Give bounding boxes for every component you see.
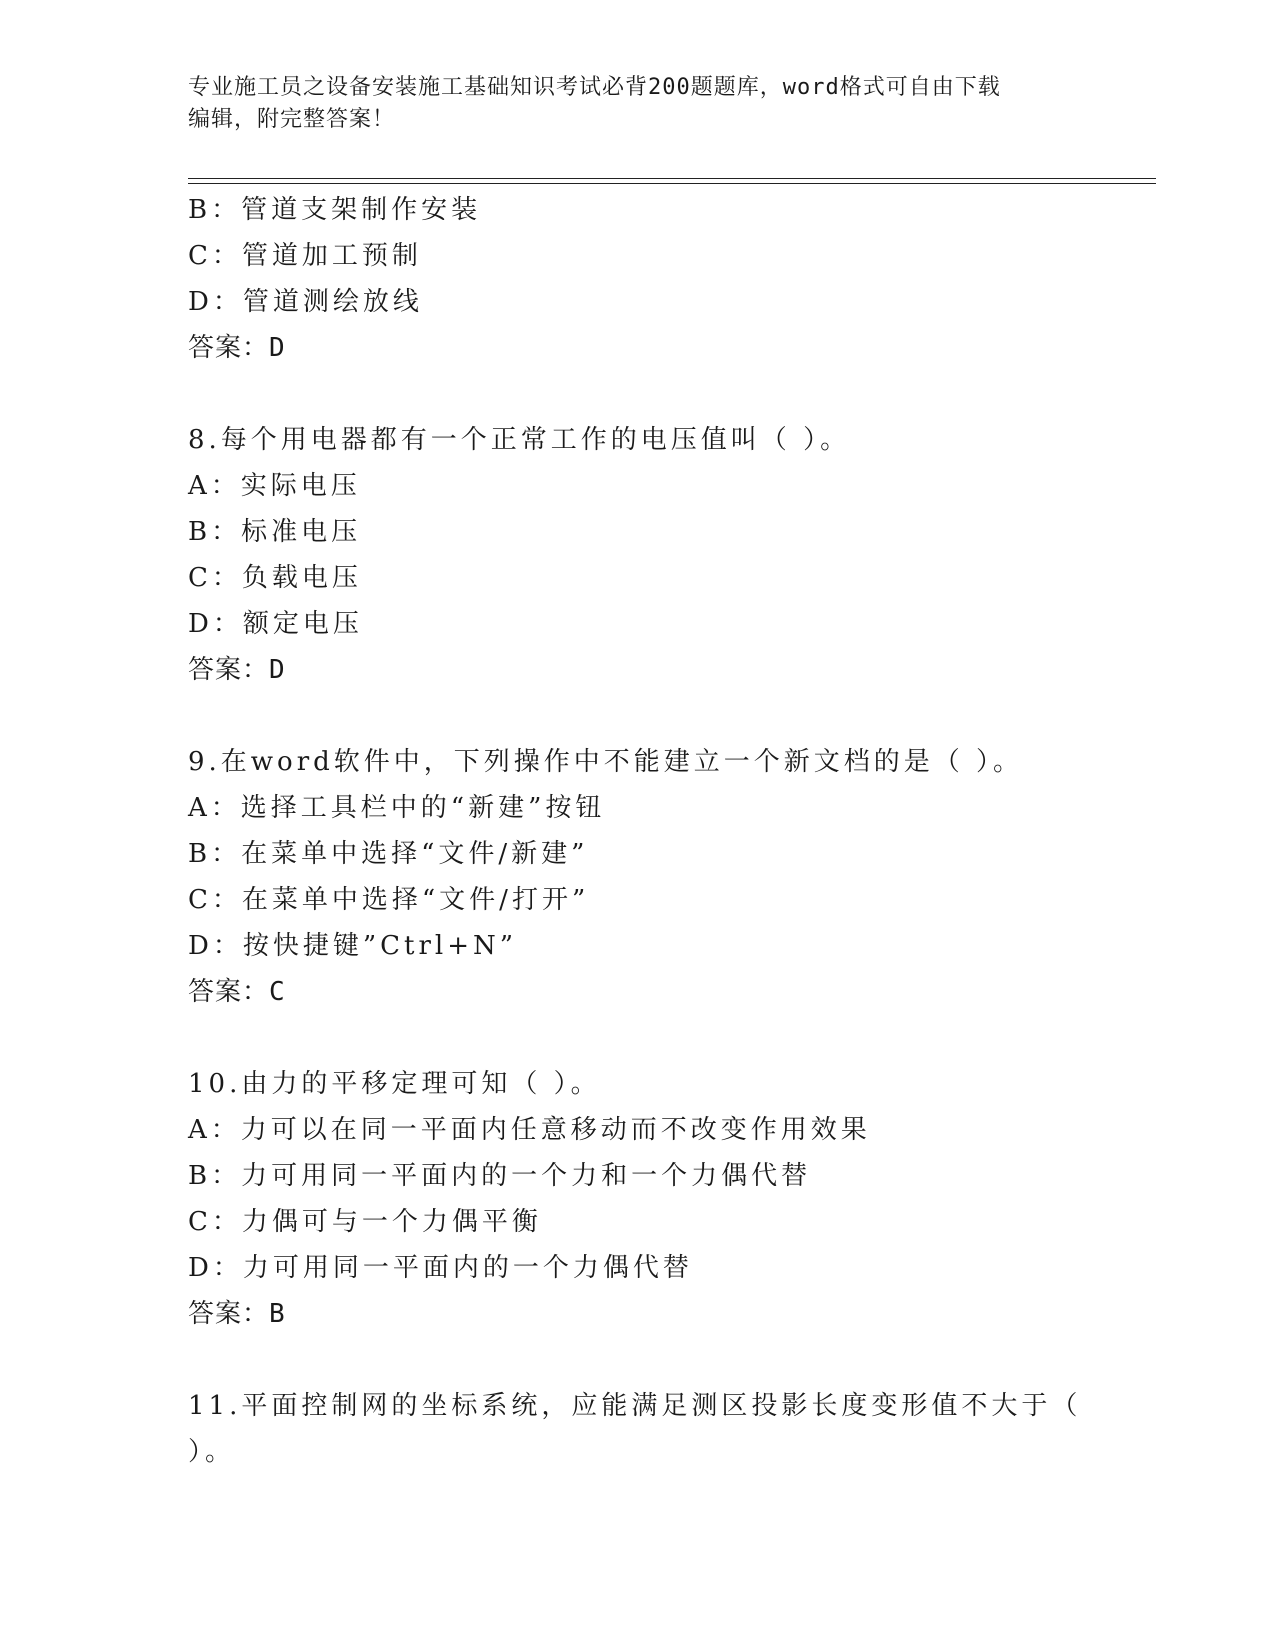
spacer bbox=[188, 1015, 1148, 1061]
q8-option-d: D：额定电压 bbox=[188, 609, 363, 639]
q11-stem-line-2: ）。 bbox=[188, 1437, 236, 1467]
question-10 bbox=[188, 1061, 1148, 1337]
spacer bbox=[188, 371, 1148, 417]
q10-option-d: D：力可用同一平面内的一个力偶代替 bbox=[188, 1253, 693, 1283]
q7-option-b: B：管道支架制作安装 bbox=[188, 195, 482, 225]
q7-option-c: C：管道加工预制 bbox=[188, 241, 422, 271]
q8-option-c: C：负载电压 bbox=[188, 563, 362, 593]
q8-stem: 8.每个用电器都有一个正常工作的电压值叫（ ）。 bbox=[188, 425, 851, 455]
q9-option-d: D：按快捷键”Ctrl+N” bbox=[188, 931, 518, 961]
q9-answer: 答案：C bbox=[188, 977, 286, 1007]
q8-option-a: A：实际电压 bbox=[188, 471, 361, 501]
document-header bbox=[188, 72, 1088, 136]
question-9 bbox=[188, 739, 1148, 1015]
q11-stem-line-1: 11.平面控制网的坐标系统，应能满足测区投影长度变形值不大于（ bbox=[188, 1391, 1082, 1421]
question-7 bbox=[188, 187, 1148, 371]
q9-option-c: C：在菜单中选择“文件/打开” bbox=[188, 885, 590, 915]
q10-option-c: C：力偶可与一个力偶平衡 bbox=[188, 1207, 542, 1237]
q8-answer: 答案：D bbox=[188, 655, 286, 685]
q10-option-b: B：力可用同一平面内的一个力和一个力偶代替 bbox=[188, 1161, 812, 1191]
header-divider-top bbox=[188, 178, 1156, 179]
question-list bbox=[188, 187, 1148, 1475]
q9-stem: 9.在word软件中，下列操作中不能建立一个新文档的是（ ）。 bbox=[188, 747, 1024, 777]
q9-option-a: A：选择工具栏中的“新建”按钮 bbox=[188, 793, 606, 823]
q7-answer: 答案：D bbox=[188, 333, 286, 363]
q7-option-d: D：管道测绘放线 bbox=[188, 287, 423, 317]
q10-stem: 10.由力的平移定理可知（ ）。 bbox=[188, 1069, 601, 1099]
spacer bbox=[188, 693, 1148, 739]
header-divider-bottom bbox=[188, 183, 1156, 184]
question-8 bbox=[188, 417, 1148, 693]
q8-option-b: B：标准电压 bbox=[188, 517, 362, 547]
q10-answer: 答案：B bbox=[188, 1299, 286, 1329]
q9-option-b: B：在菜单中选择“文件/新建” bbox=[188, 839, 589, 869]
q10-option-a: A：力可以在同一平面内任意移动而不改变作用效果 bbox=[188, 1115, 871, 1145]
header-title-line-2: 编辑，附完整答案！ bbox=[188, 107, 396, 132]
question-11 bbox=[188, 1383, 1148, 1475]
spacer bbox=[188, 1337, 1148, 1383]
header-title-line-1: 专业施工员之设备安装施工基础知识考试必背200题题库，word格式可自由下载 bbox=[188, 75, 1001, 100]
